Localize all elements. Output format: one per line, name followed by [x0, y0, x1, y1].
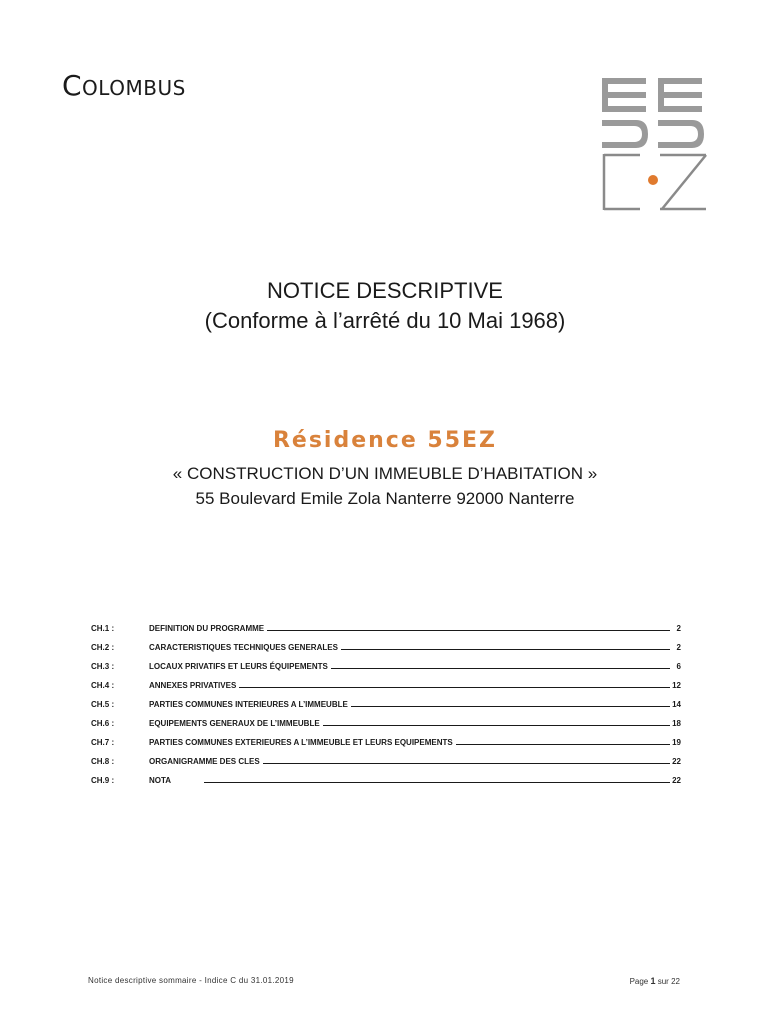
logo-digit-5-left — [602, 78, 648, 148]
toc-leader — [263, 757, 670, 764]
toc-page-number: 2 — [676, 624, 681, 633]
toc-page-number: 14 — [672, 700, 681, 709]
logo-letter-e — [604, 154, 640, 210]
toc-leader — [239, 681, 670, 688]
toc-leader — [341, 643, 670, 650]
toc-row[interactable] — [91, 738, 681, 757]
toc-chapter-number: CH.6 : — [91, 719, 115, 728]
logo-dot — [648, 175, 658, 185]
toc-chapter-number: CH.7 : — [91, 738, 115, 747]
toc-chapter-title: NOTA — [149, 776, 172, 785]
toc-chapter-number: CH.4 : — [91, 681, 115, 690]
toc-row[interactable] — [91, 700, 681, 719]
toc-leader — [351, 700, 670, 707]
toc-page-number: 18 — [672, 719, 681, 728]
document-title — [0, 276, 770, 336]
toc-chapter-title: EQUIPEMENTS GENERAUX DE L’IMMEUBLE — [149, 719, 320, 728]
toc-chapter-number: CH.2 : — [91, 643, 115, 652]
toc-page-number: 22 — [672, 776, 681, 785]
page-current: 1 — [650, 976, 656, 986]
toc-chapter-number: CH.1 : — [91, 624, 115, 633]
toc-row[interactable] — [91, 643, 681, 662]
55ez-logo-icon — [596, 78, 710, 212]
table-of-contents — [91, 624, 681, 795]
toc-row[interactable] — [91, 776, 681, 795]
toc-chapter-number: CH.5 : — [91, 700, 115, 709]
toc-chapter-number: CH.9 : — [91, 776, 115, 785]
toc-chapter-number: CH.8 : — [91, 757, 115, 766]
footer-document-reference: Notice descriptive sommaire - Indice C du 31.01.2019 — [88, 976, 294, 985]
title-line-1: NOTICE DESCRIPTIVE — [267, 278, 503, 303]
toc-chapter-number: CH.3 : — [91, 662, 115, 671]
toc-leader — [204, 776, 670, 783]
construction-label: « CONSTRUCTION D’UN IMMEUBLE D’HABITATION » — [172, 464, 598, 483]
toc-chapter-title: DEFINITION DU PROGRAMME — [149, 624, 265, 633]
toc-leader — [331, 662, 670, 669]
brand-wordmark: Colombus — [62, 69, 186, 102]
residence-subtitle — [0, 461, 770, 511]
toc-chapter-title: ANNEXES PRIVATIVES — [149, 681, 237, 690]
logo-letter-z — [660, 155, 706, 209]
toc-page-number: 19 — [672, 738, 681, 747]
toc-leader — [267, 624, 670, 631]
page-total: 22 — [671, 977, 680, 986]
toc-chapter-title: CARACTERISTIQUES TECHNIQUES GENERALES — [149, 643, 338, 652]
toc-chapter-title: LOCAUX PRIVATIFS ET LEURS ÉQUIPEMENTS — [149, 662, 328, 671]
residence-name: Résidence 55EZ — [272, 428, 498, 453]
toc-row[interactable] — [91, 662, 681, 681]
page-prefix: Page — [629, 977, 649, 986]
toc-chapter-title: PARTIES COMMUNES EXTERIEURES A L’IMMEUBLE ET LEURS EQUIPEMENTS — [149, 738, 453, 747]
toc-page-number: 22 — [672, 757, 681, 766]
toc-chapter-title: ORGANIGRAMME DES CLES — [149, 757, 260, 766]
toc-row[interactable] — [91, 624, 681, 643]
toc-row[interactable] — [91, 681, 681, 700]
title-line-2: (Conforme à l’arrêté du 10 Mai 1968) — [204, 308, 566, 333]
toc-page-number: 6 — [676, 662, 681, 671]
toc-leader — [456, 738, 670, 745]
toc-row[interactable] — [91, 757, 681, 776]
address-label: 55 Boulevard Emile Zola Nanterre 92000 Nanterre — [195, 489, 575, 508]
toc-row[interactable] — [91, 719, 681, 738]
toc-chapter-title: PARTIES COMMUNES INTERIEURES A L’IMMEUBLE — [149, 700, 348, 709]
page-separator: sur — [657, 977, 669, 986]
toc-page-number: 12 — [672, 681, 681, 690]
footer-page-counter — [630, 976, 680, 986]
toc-leader — [323, 719, 670, 726]
toc-page-number: 2 — [676, 643, 681, 652]
logo-digit-5-right — [658, 78, 704, 148]
